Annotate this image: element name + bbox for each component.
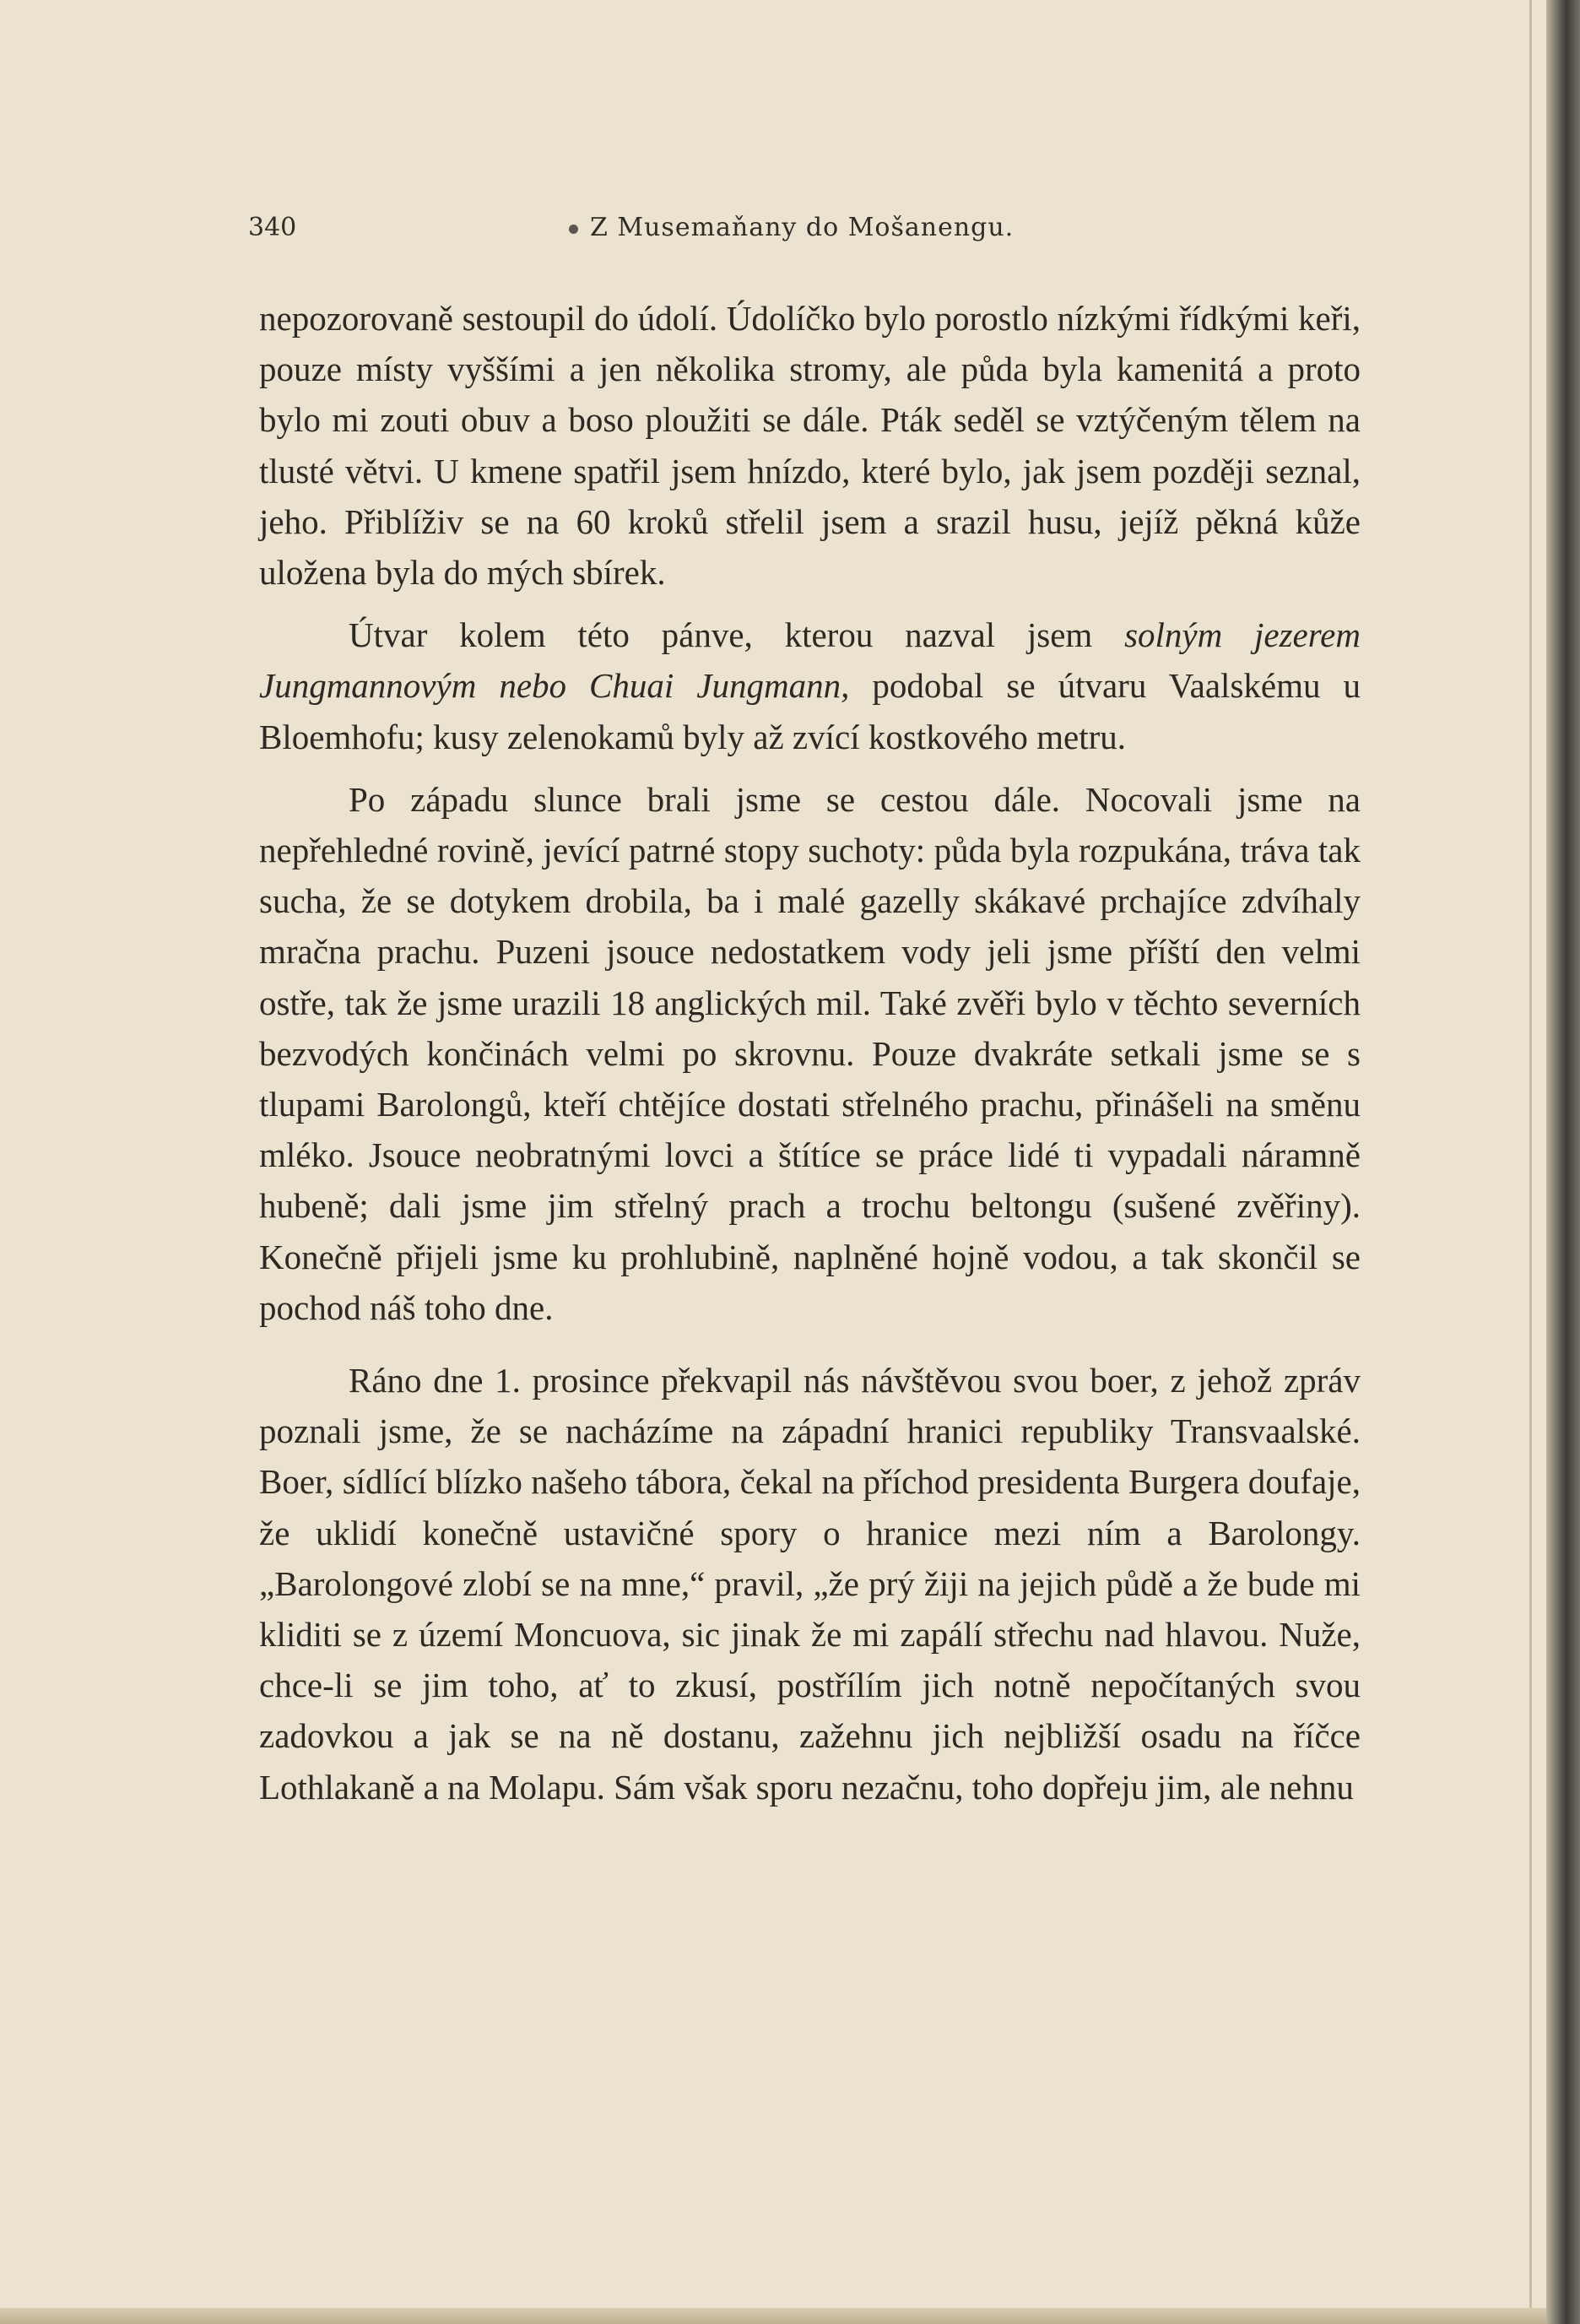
paragraph-1: nepozorovaně sestoupil do údolí. Údolíčko bylo porostlo nízkými řídkými keři, pouze místy vyššími a jen několika stromy, ale půda byla kamenitá a proto bylo mi zouti obuv a boso ploužiti se dále. Pták seděl se vztýčeným tělem na tlusté větvi. U kmene spatřil jsem hnízdo, které bylo, jak jsem později seznal, jeho. Přiblíživ se na 60 kroků střelil jsem a srazil husu, jejíž pěkná kůže uložena byla do mých sbírek.: [259, 299, 1361, 593]
paragraph-2-text-after: podobal se útvaru Vaalskému u Bloemhofu; kusy zelenokamů byly až zvící kostkového metru.: [259, 666, 1361, 756]
paragraph-2-text-before: Útvar kolem této pánve, kterou nazval jsem: [349, 615, 1125, 655]
running-title-text: Z Musemaňany do Mošanengu.: [590, 213, 1015, 242]
page-shadow-line: [1529, 0, 1532, 2324]
running-header: [248, 209, 1359, 252]
bullet-icon: [569, 225, 578, 234]
running-title: [569, 213, 1014, 242]
page-number: 340: [248, 213, 297, 242]
paragraph-3: Po západu slunce brali jsme se cestou dále. Nocovali jsme na nepřehledné rovině, jevící patrné stopy suchoty: půda byla rozpukána, tráva tak sucha, že se dotykem drobila, ba i malé gazelly skákavé prchajíce zdvíhaly mračna prachu. Puzeni jsouce nedostatkem vody jeli jsme příští den velmi ostře, tak že jsme urazili 18 anglických mil. Také zvěři bylo v těchto severních bezvodých končinách velmi po skrovnu. Pouze dvakráte setkali jsme se s tlupami Barolongů, kteří chtějíce dostati střelného prachu, přinášeli na směnu mléko. Jsouce neobratnými lovci a štítíce se práce lidé ti vypadali náramně hubeně; dali jsme jim střelný prach a trochu beltongu (sušené zvěřiny). Konečně přijeli jsme ku prohlubině, naplněné hojně vodou, a tak skončil se pochod náš toho dne.: [259, 779, 1361, 1327]
paragraph-2: [259, 609, 1361, 762]
paragraph-2-italic-name: solným jezerem Jungmannovým nebo Chuai Jungmann,: [259, 615, 1361, 706]
paragraph-4: Ráno dne 1. prosince překvapil nás návštěvou svou boer, z jehož zpráv poznali jsme, že se nacházíme na západní hranici republiky Transvaalské. Boer, sídlící blízko našeho tábora, čekal na příchod presidenta Burgera doufaje, že uklidí konečně ustavičné spory o hranice mezi ním a Barolongy. „Barolongové zlobí se na mne,“ pravil, „že prý žiji na jejich půdě a že bude mi kliditi se z území Moncuova, sic jinak že mi zapálí střechu nad hlavou. Nuže, chce-li se jim toho, ať to zkusí, postřílím jich notně nepočítaných svou zadovkou a jak se na ně dostanu, zažehnu jich nejbližší osadu na říčce Lothlakaně a na Molapu. Sám však sporu nezačnu, toho dopřeju jim, ale nehnu: [259, 1361, 1361, 1807]
page-body: [259, 293, 1361, 1812]
page-bottom-edge: [0, 2308, 1546, 2324]
page-edge: [1546, 0, 1580, 2324]
